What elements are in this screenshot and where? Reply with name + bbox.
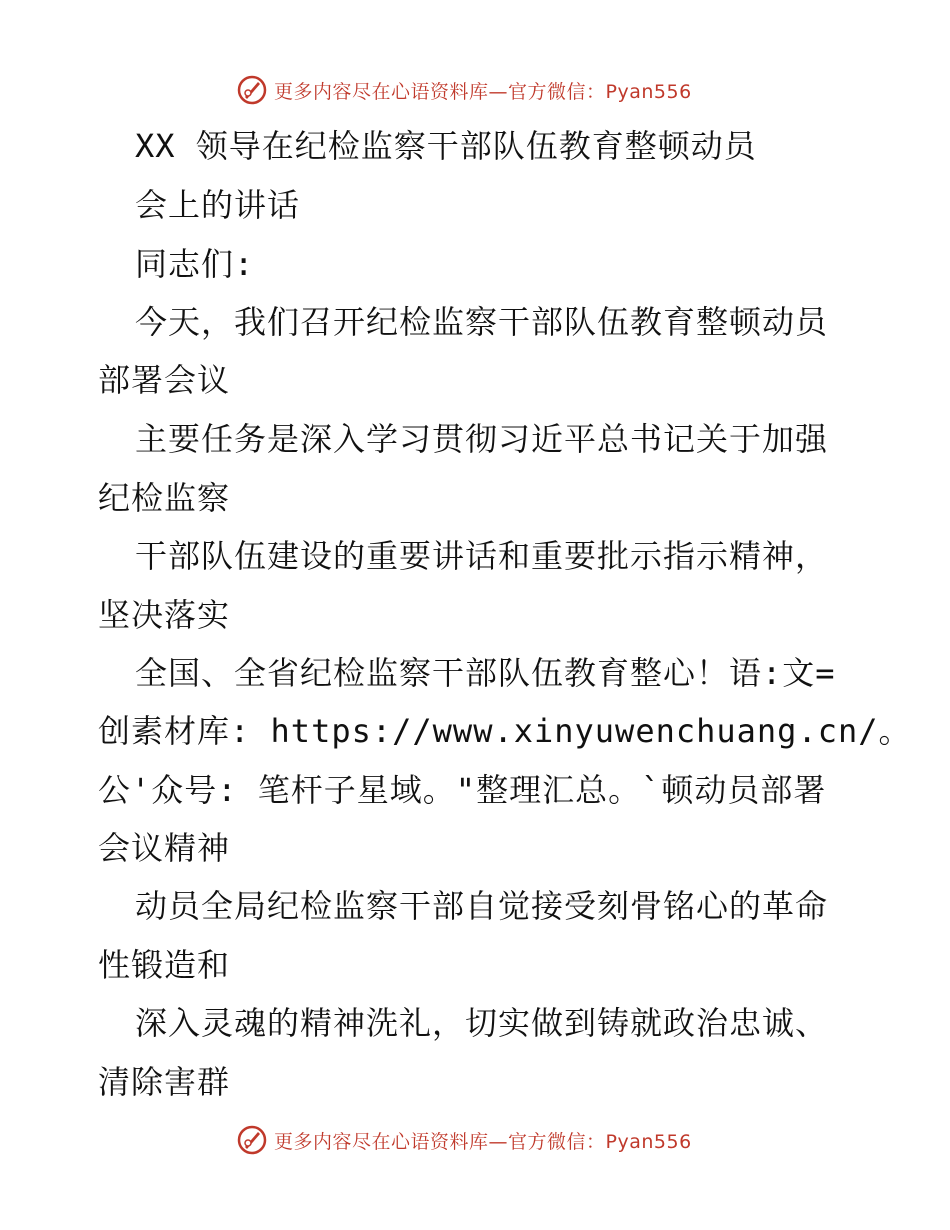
header-watermark	[236, 72, 692, 108]
paragraph-line: 纪检监察	[98, 479, 231, 517]
paragraph-line: 会议精神	[98, 829, 231, 867]
paragraph-line: 动员全局纪检监察干部自觉接受刻骨铭心的革命	[135, 887, 829, 925]
watermark-text: 更多内容尽在心语资料库—官方微信：Pyan556	[274, 1130, 692, 1153]
paragraph-line: 主要任务是深入学习贯彻习近平总书记关于加强	[135, 420, 829, 458]
paragraph-line: 部署会议	[98, 361, 231, 399]
paragraph-line: 坚决落实	[98, 596, 231, 634]
paragraph-line: 全国、全省纪检监察干部队伍教育整心！语:文=	[135, 654, 836, 692]
quill-seal-icon	[236, 1124, 268, 1156]
paragraph-line: 性锻造和	[98, 946, 231, 984]
paragraph-line: 干部队伍建设的重要讲话和重要批示指示精神，	[135, 537, 829, 575]
paragraph-line: 创素材库: https://www.xinyuwenchuang.cn/。	[98, 712, 912, 750]
watermark-text: 更多内容尽在心语资料库—官方微信：Pyan556	[274, 80, 692, 103]
salutation: 同志们:	[135, 245, 255, 283]
paragraph-line: 今天，我们召开纪检监察干部队伍教育整顿动员	[135, 303, 829, 341]
footer-watermark	[236, 1122, 692, 1158]
paragraph-line: 深入灵魂的精神洗礼，切实做到铸就政治忠诚、	[135, 1004, 829, 1042]
quill-seal-icon	[236, 74, 268, 106]
paragraph-line: 公'众号: 笔杆子星域。"整理汇总。`顿动员部署	[98, 771, 827, 809]
paragraph-line: 清除害群	[98, 1063, 231, 1101]
title-line-1: XX 领导在纪检监察干部队伍教育整顿动员	[135, 127, 757, 165]
title-line-2: 会上的讲话	[135, 186, 301, 224]
